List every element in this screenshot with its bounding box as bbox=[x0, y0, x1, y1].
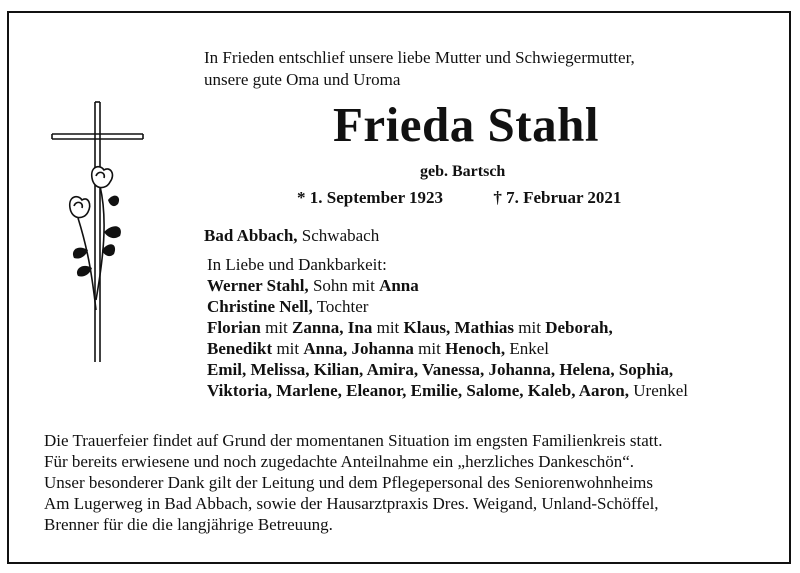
family-relation: mit bbox=[514, 318, 546, 337]
family-name: Deborah, bbox=[545, 318, 613, 337]
family-relation: Tochter bbox=[312, 297, 369, 316]
family-line bbox=[207, 296, 688, 317]
family-name: Viktoria, Marlene, Eleanor, Emilie, Salome, Kaleb, Aaron, bbox=[207, 381, 629, 400]
family-relation: mit bbox=[272, 339, 304, 358]
family-line bbox=[207, 338, 688, 359]
place-secondary: Schwabach bbox=[297, 226, 380, 245]
intro-line-1: In Frieden entschlief unsere liebe Mutter und Schwiegermutter, bbox=[204, 48, 635, 67]
family-relation: mit bbox=[372, 318, 404, 337]
intro-line-2: unsere gute Oma und Uroma bbox=[204, 70, 401, 89]
intro-text bbox=[204, 47, 635, 91]
place-primary: Bad Abbach, bbox=[204, 226, 298, 245]
family-name: Benedikt bbox=[207, 339, 273, 358]
family-name: Klaus, Mathias bbox=[403, 318, 515, 337]
family-name: Zanna, Ina bbox=[292, 318, 373, 337]
family-name: Henoch, bbox=[445, 339, 506, 358]
deceased-name: Frieda Stahl bbox=[333, 97, 599, 152]
family-relation: mit bbox=[260, 318, 293, 337]
family-name: Christine Nell, bbox=[207, 297, 313, 316]
footer-line-4: Am Lugerweg in Bad Abbach, sowie der Hausarztpraxis Dres. Weigand, Unland-Schöffel, bbox=[44, 494, 659, 513]
maiden-name: geb. Bartsch bbox=[420, 163, 506, 180]
family-relation: Enkel bbox=[505, 339, 549, 358]
footer-line-3: Unser besonderer Dank gilt der Leitung und dem Pflegepersonal des Seniorenwohnheims bbox=[44, 473, 654, 492]
family-line bbox=[207, 275, 688, 296]
footer-line-5: Brenner für die die langjährige Betreuung. bbox=[44, 515, 333, 534]
death-date: † 7. Februar 2021 bbox=[493, 188, 622, 207]
life-dates bbox=[297, 188, 621, 208]
family-name: Anna bbox=[379, 276, 419, 295]
footer-line-2: Für bereits erwiesene und noch zugedachte Anteilnahme ein „herzliches Dankeschön“. bbox=[44, 452, 635, 471]
family-relation: mit bbox=[413, 339, 446, 358]
birth-date: * 1. September 1923 bbox=[297, 188, 444, 207]
family-line bbox=[207, 317, 688, 338]
family-list bbox=[207, 254, 688, 401]
family-name: Anna, Johanna bbox=[303, 339, 414, 358]
places bbox=[204, 226, 379, 246]
footer-text bbox=[44, 430, 784, 535]
family-name: Emil, Melissa, Kilian, Amira, Vanessa, Johanna, Helena, Sophia, bbox=[207, 360, 674, 379]
footer-line-1: Die Trauerfeier findet auf Grund der momentanen Situation im engsten Familienkreis statt. bbox=[44, 431, 663, 450]
family-line bbox=[207, 380, 688, 401]
family-relation: Sohn mit bbox=[308, 276, 380, 295]
family-name: Florian bbox=[207, 318, 261, 337]
family-heading: In Liebe und Dankbarkeit: bbox=[207, 255, 387, 274]
family-name: Werner Stahl, bbox=[207, 276, 309, 295]
family-relation: Urenkel bbox=[629, 381, 689, 400]
family-line bbox=[207, 359, 688, 380]
